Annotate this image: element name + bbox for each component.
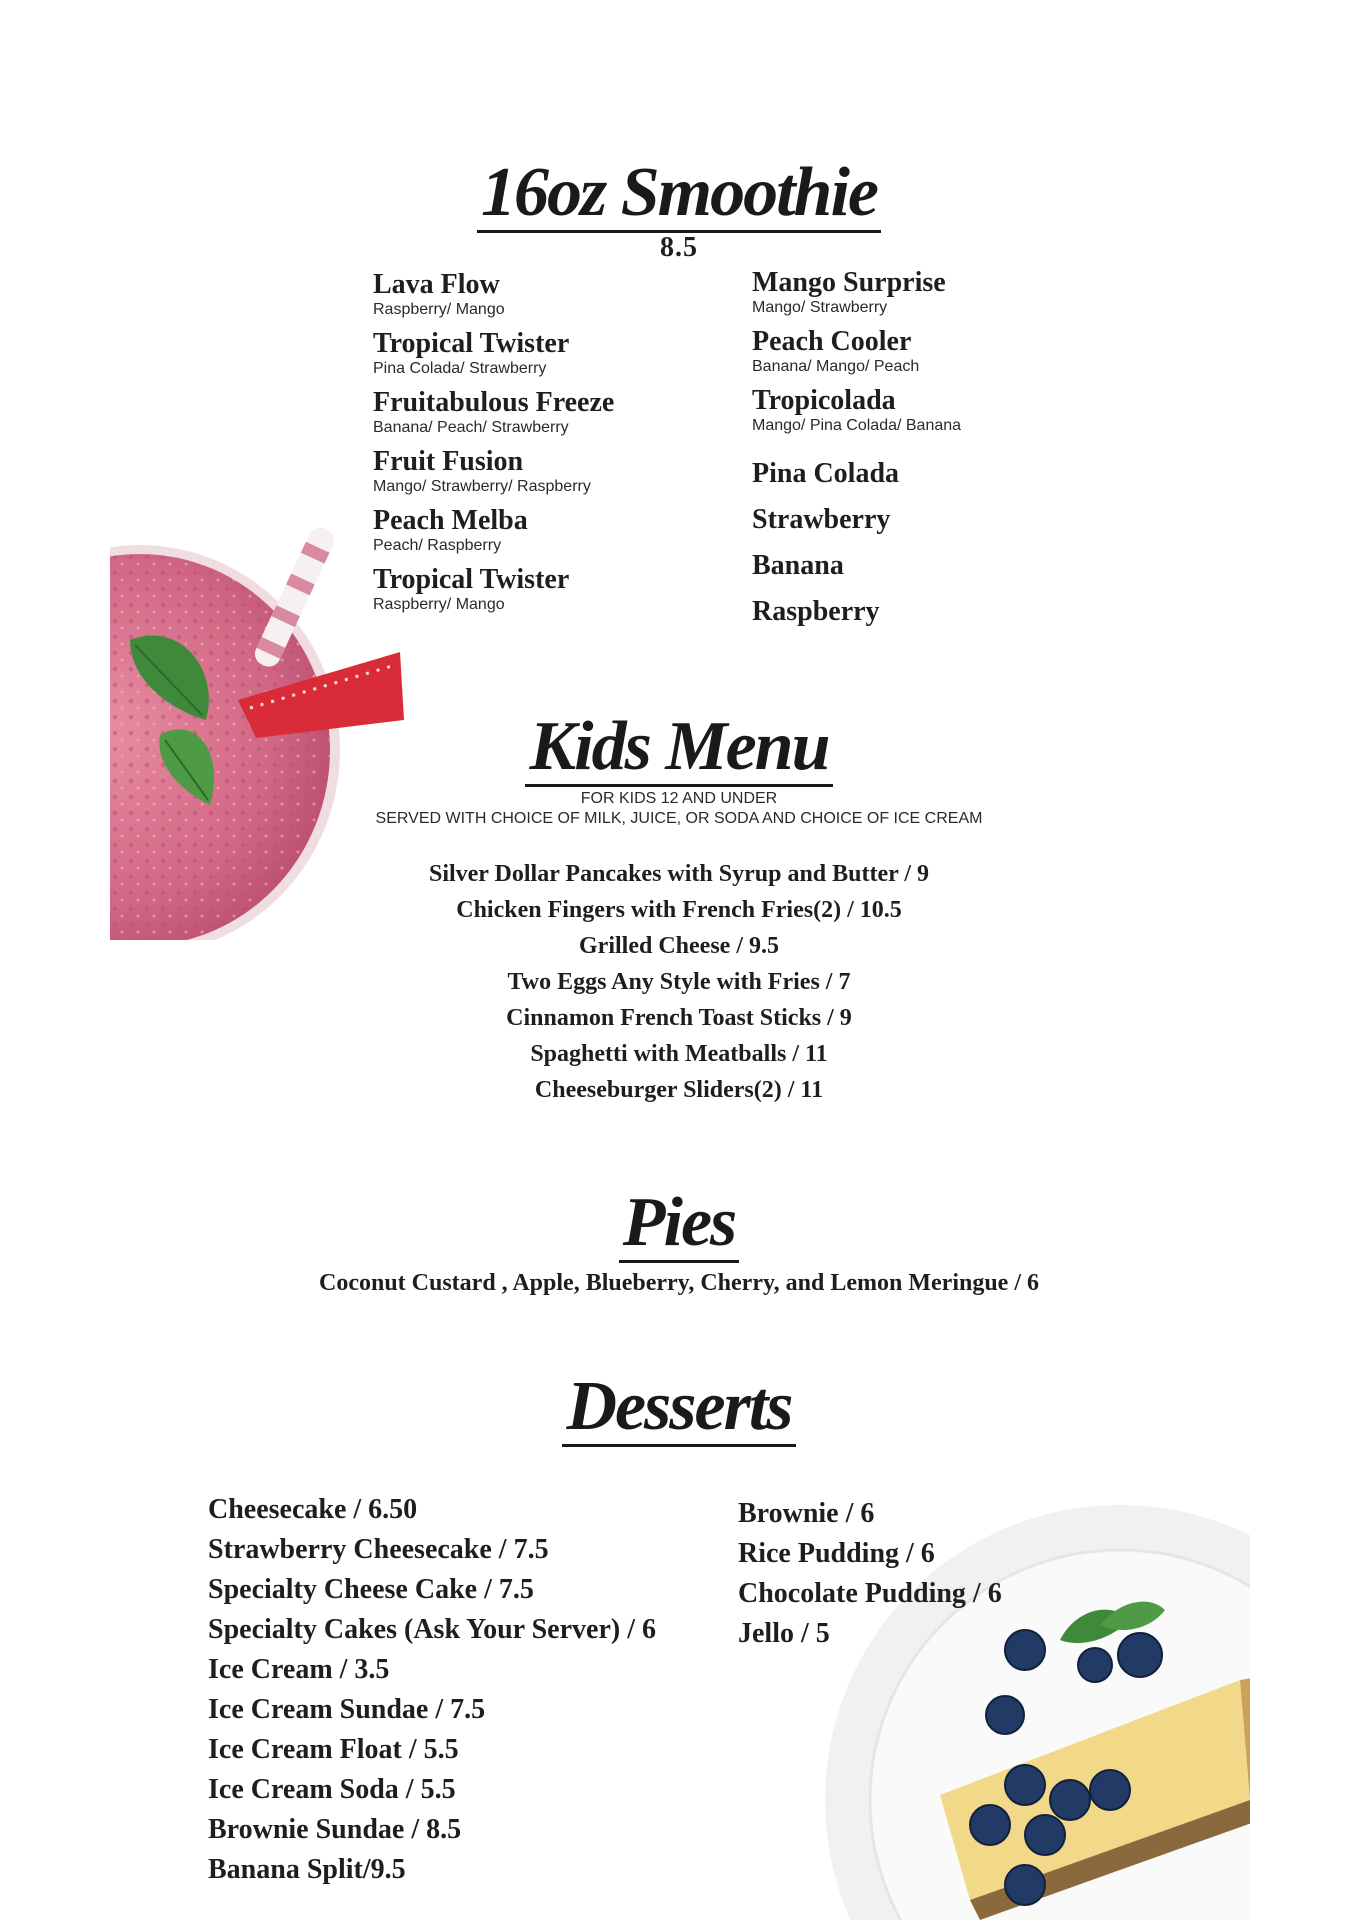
dessert-item: Brownie Sundae / 8.5: [208, 1814, 462, 1845]
kids-menu-item: Chicken Fingers with French Fries(2) / 10.5: [456, 897, 902, 923]
kids-menu-item: Cheeseburger Sliders(2) / 11: [534, 1077, 824, 1103]
dessert-item: Strawberry Cheesecake / 7.5: [208, 1534, 549, 1565]
dessert-item: Ice Cream / 3.5: [208, 1654, 390, 1685]
smoothie-item: Strawberry: [752, 504, 891, 535]
dessert-item: Ice Cream Float / 5.5: [208, 1734, 459, 1765]
desserts-title: Desserts: [0, 1372, 1358, 1447]
dessert-item: Ice Cream Sundae / 7.5: [208, 1694, 486, 1725]
dessert-item: Jello / 5: [738, 1618, 830, 1649]
dessert-item: Cheesecake / 6.50: [208, 1494, 418, 1525]
pies-list: Coconut Custard , Apple, Blueberry, Cherry, and Lemon Meringue / 6: [318, 1270, 1039, 1296]
dessert-item: Specialty Cheese Cake / 7.5: [208, 1574, 534, 1605]
pies-title: Pies: [0, 1188, 1358, 1263]
kids-menu-item: Cinnamon French Toast Sticks / 9: [506, 1005, 852, 1031]
dessert-item: Rice Pudding / 6: [738, 1538, 935, 1569]
dessert-item: Chocolate Pudding / 6: [738, 1578, 1002, 1609]
dessert-item: Ice Cream Soda / 5.5: [208, 1774, 456, 1805]
smoothie-title: 16oz Smoothie: [0, 158, 1358, 233]
desserts-left-column: [208, 1490, 656, 1890]
kids-subtitle-served: SERVED WITH CHOICE OF MILK, JUICE, OR SODA AND CHOICE OF ICE CREAM: [375, 810, 983, 827]
smoothie-item: Pina Colada: [752, 458, 900, 489]
kids-menu-item: Two Eggs Any Style with Fries / 7: [507, 969, 851, 995]
kids-menu-item: Spaghetti with Meatballs / 11: [530, 1041, 828, 1067]
smoothie-item: Lava Flow Raspberry/ Mango: [373, 269, 505, 318]
kids-menu-item: Grilled Cheese / 9.5: [579, 933, 779, 959]
kids-menu-title: Kids Menu: [0, 712, 1358, 787]
smoothie-price: 8.5: [660, 232, 698, 263]
smoothie-item: Peach Melba Peach/ Raspberry: [373, 505, 528, 554]
dessert-item: Banana Split/9.5: [208, 1854, 406, 1885]
smoothie-item: Tropical Twister Pina Colada/ Strawberry: [373, 328, 570, 377]
smoothie-item: Tropical Twister Raspberry/ Mango: [373, 564, 570, 613]
smoothie-item: Fruitabulous Freeze Banana/ Peach/ Strawberry: [373, 387, 615, 436]
kids-menu-item: Silver Dollar Pancakes with Syrup and Butter / 9: [428, 861, 930, 887]
smoothie-left-column: [373, 270, 614, 624]
desserts-right-column: [738, 1494, 1002, 1654]
smoothie-item: Mango Surprise Mango/ Strawberry: [752, 267, 946, 316]
smoothie-right-column: [752, 268, 961, 643]
smoothie-item: Raspberry: [752, 596, 880, 627]
smoothie-item: Peach Cooler Banana/ Mango/ Peach: [752, 326, 920, 375]
smoothie-item: Banana: [752, 550, 844, 581]
smoothie-item: Tropicolada Mango/ Pina Colada/ Banana: [752, 385, 962, 434]
kids-menu-list: [0, 856, 1358, 1108]
smoothie-item: Fruit Fusion Mango/ Strawberry/ Raspberry: [373, 446, 591, 495]
kids-subtitle-age: FOR KIDS 12 AND UNDER: [580, 790, 778, 807]
dessert-item: Specialty Cakes (Ask Your Server) / 6: [208, 1614, 656, 1645]
dessert-item: Brownie / 6: [738, 1498, 875, 1529]
